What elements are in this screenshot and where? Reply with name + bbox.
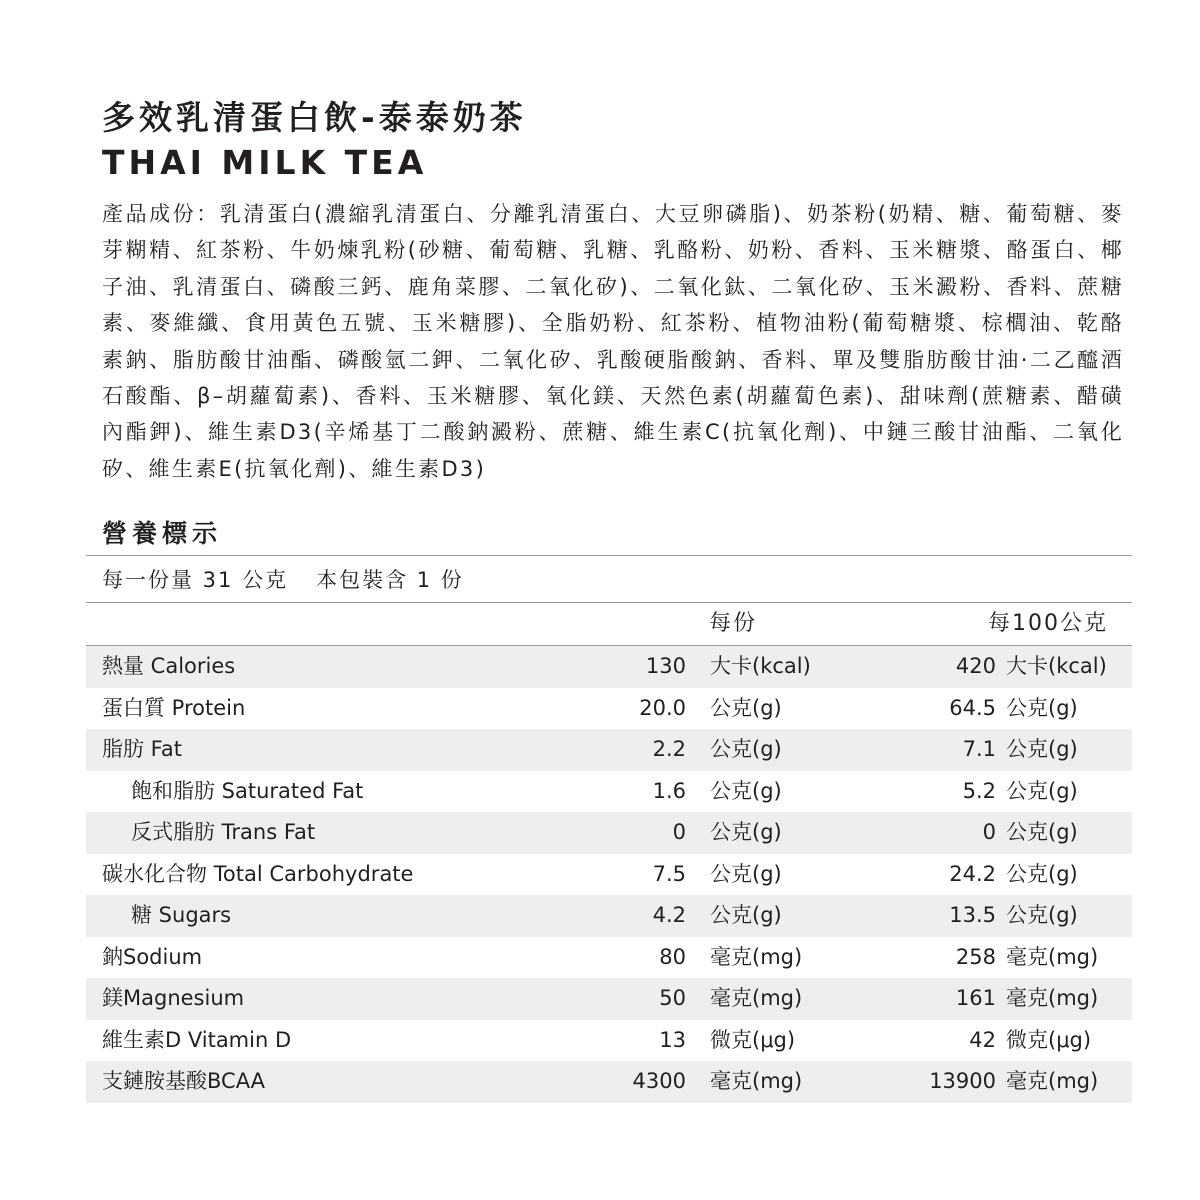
per-serving-value: 4.2 xyxy=(652,903,686,927)
per-serving-value: 50 xyxy=(659,986,686,1010)
nutrient-row-calories xyxy=(86,646,1132,688)
nutrient-row-protein xyxy=(86,688,1132,730)
per-100g-unit: 公克(g) xyxy=(1006,737,1078,761)
per-serving-unit: 毫克(mg) xyxy=(710,1069,803,1093)
per-100g-value: 7.1 xyxy=(962,737,996,761)
per-serving-value: 80 xyxy=(659,944,686,969)
nutrient-name: 糖 Sugars xyxy=(131,903,232,927)
nutrient-name: 碳水化合物 Total Carbohydrate xyxy=(102,861,414,886)
serving-size: 每一份量 31 公克 xyxy=(102,568,289,592)
per-100g-value: 5.2 xyxy=(962,778,996,803)
nutrition-facts-heading: 營養標示 xyxy=(102,519,223,548)
per-serving-unit: 公克(g) xyxy=(710,903,782,927)
nutrition-table xyxy=(86,646,1132,1103)
nutrient-name: 脂肪 Fat xyxy=(102,737,182,761)
nutrient-name: 飽和脂肪 Saturated Fat xyxy=(131,778,364,803)
nutrient-name: 反式脂肪 Trans Fat xyxy=(131,820,316,844)
per-serving-unit: 毫克(mg) xyxy=(710,944,803,969)
per-100g-unit: 公克(g) xyxy=(1006,861,1078,886)
nutrient-row-bcaa xyxy=(86,1061,1132,1103)
per-serving-unit: 毫克(mg) xyxy=(710,986,803,1010)
per-100g-value: 161 xyxy=(955,986,996,1010)
per-serving-value: 0 xyxy=(672,820,686,844)
per-serving-unit: 微克(μg) xyxy=(710,1027,796,1052)
column-header-per-100g: 每100公克 xyxy=(988,611,1108,636)
per-100g-unit: 公克(g) xyxy=(1006,778,1078,803)
nutrient-row-sodium xyxy=(86,937,1132,979)
nutrient-row-fat xyxy=(86,729,1132,771)
product-title-english: THAI MILK TEA xyxy=(102,143,428,182)
per-100g-value: 420 xyxy=(955,654,996,678)
per-100g-unit: 公克(g) xyxy=(1006,903,1078,927)
per-100g-value: 258 xyxy=(955,944,996,969)
product-title-chinese: 多效乳清蛋白飲-泰泰奶茶 xyxy=(102,98,527,137)
per-serving-value: 7.5 xyxy=(652,861,686,886)
per-serving-unit: 公克(g) xyxy=(710,820,782,844)
column-header-per-serving: 每份 xyxy=(709,611,758,636)
per-100g-value: 13900 xyxy=(929,1069,996,1093)
per-100g-unit: 毫克(mg) xyxy=(1006,944,1099,969)
per-serving-unit: 公克(g) xyxy=(710,695,782,720)
nutrient-name: 維生素D Vitamin D xyxy=(102,1027,292,1052)
nutrient-row-magnesium xyxy=(86,978,1132,1020)
per-serving-unit: 公克(g) xyxy=(710,737,782,761)
nutrient-name: 鈉Sodium xyxy=(102,944,203,969)
per-serving-value: 1.6 xyxy=(652,778,686,803)
per-100g-value: 24.2 xyxy=(949,861,996,886)
per-100g-unit: 公克(g) xyxy=(1006,820,1078,844)
ingredients-text: 產品成份：乳清蛋白(濃縮乳清蛋白、分離乳清蛋白、大豆卵磷脂)、奶茶粉(奶精、糖、葡萄糖、麥芽糊精、紅茶粉、牛奶煉乳粉(砂糖、葡萄糖、乳糖、乳酪粉、奶粉、香料、玉米糖漿、酪蛋白、椰子油、乳清蛋白、磷酸三鈣、鹿角菜膠、二氧化矽)、二氧化鈦、二氧化矽、玉米澱粉、香料、蔗糖素、麥維纖、食用黃色五號、玉米糖膠)、全脂奶粉、紅茶粉、植物油粉(葡萄糖漿、棕櫚油、乾酪素鈉、脂肪酸甘油酯、磷酸氫二鉀、二氧化矽、乳酸硬脂酸鈉、香料、單及雙脂肪酸甘油·二乙醯酒石酸酯、β–胡蘿蔔素)、香料、玉米糖膠、氧化鎂、天然色素(胡蘿蔔色素)、甜味劑(蔗糖素、醋磺內酯鉀)、維生素D3(辛烯基丁二酸鈉澱粉、蔗糖、維生素C(抗氧化劑)、中鏈三酸甘油酯、二氧化矽、維生素E(抗氧化劑)、維生素D3) xyxy=(102,202,1124,481)
per-serving-value: 13 xyxy=(659,1027,686,1052)
per-100g-unit: 大卡(kcal) xyxy=(1006,654,1107,678)
per-100g-value: 13.5 xyxy=(949,903,996,927)
nutrient-name: 熱量 Calories xyxy=(102,654,236,678)
per-100g-unit: 公克(g) xyxy=(1006,695,1078,720)
serving-info xyxy=(102,560,464,600)
per-serving-unit: 大卡(kcal) xyxy=(710,654,811,678)
nutrient-name: 蛋白質 Protein xyxy=(102,695,246,720)
nutrient-name: 支鏈胺基酸BCAA xyxy=(102,1069,266,1093)
per-serving-value: 4300 xyxy=(632,1069,686,1093)
per-serving-value: 2.2 xyxy=(652,737,686,761)
nutrient-row-sugars xyxy=(86,895,1132,937)
per-serving-value: 130 xyxy=(645,654,686,678)
per-100g-value: 64.5 xyxy=(949,695,996,720)
per-100g-unit: 毫克(mg) xyxy=(1006,986,1099,1010)
per-100g-value: 42 xyxy=(969,1027,996,1052)
nutrient-row-trans-fat xyxy=(86,812,1132,854)
per-serving-value: 20.0 xyxy=(639,695,686,720)
nutrient-row-saturated-fat xyxy=(86,771,1132,813)
per-serving-unit: 公克(g) xyxy=(710,778,782,803)
nutrient-row-vitamin-d xyxy=(86,1020,1132,1062)
table-top-divider xyxy=(86,555,1132,556)
nutrient-row-carbohydrate xyxy=(86,854,1132,896)
per-100g-unit: 微克(μg) xyxy=(1006,1027,1092,1052)
serving-divider xyxy=(86,602,1132,603)
per-100g-value: 0 xyxy=(982,820,996,844)
servings-per-pack: 本包裝含 1 份 xyxy=(316,568,464,592)
per-100g-unit: 毫克(mg) xyxy=(1006,1069,1099,1093)
per-serving-unit: 公克(g) xyxy=(710,861,782,886)
nutrient-name: 鎂Magnesium xyxy=(102,986,245,1010)
